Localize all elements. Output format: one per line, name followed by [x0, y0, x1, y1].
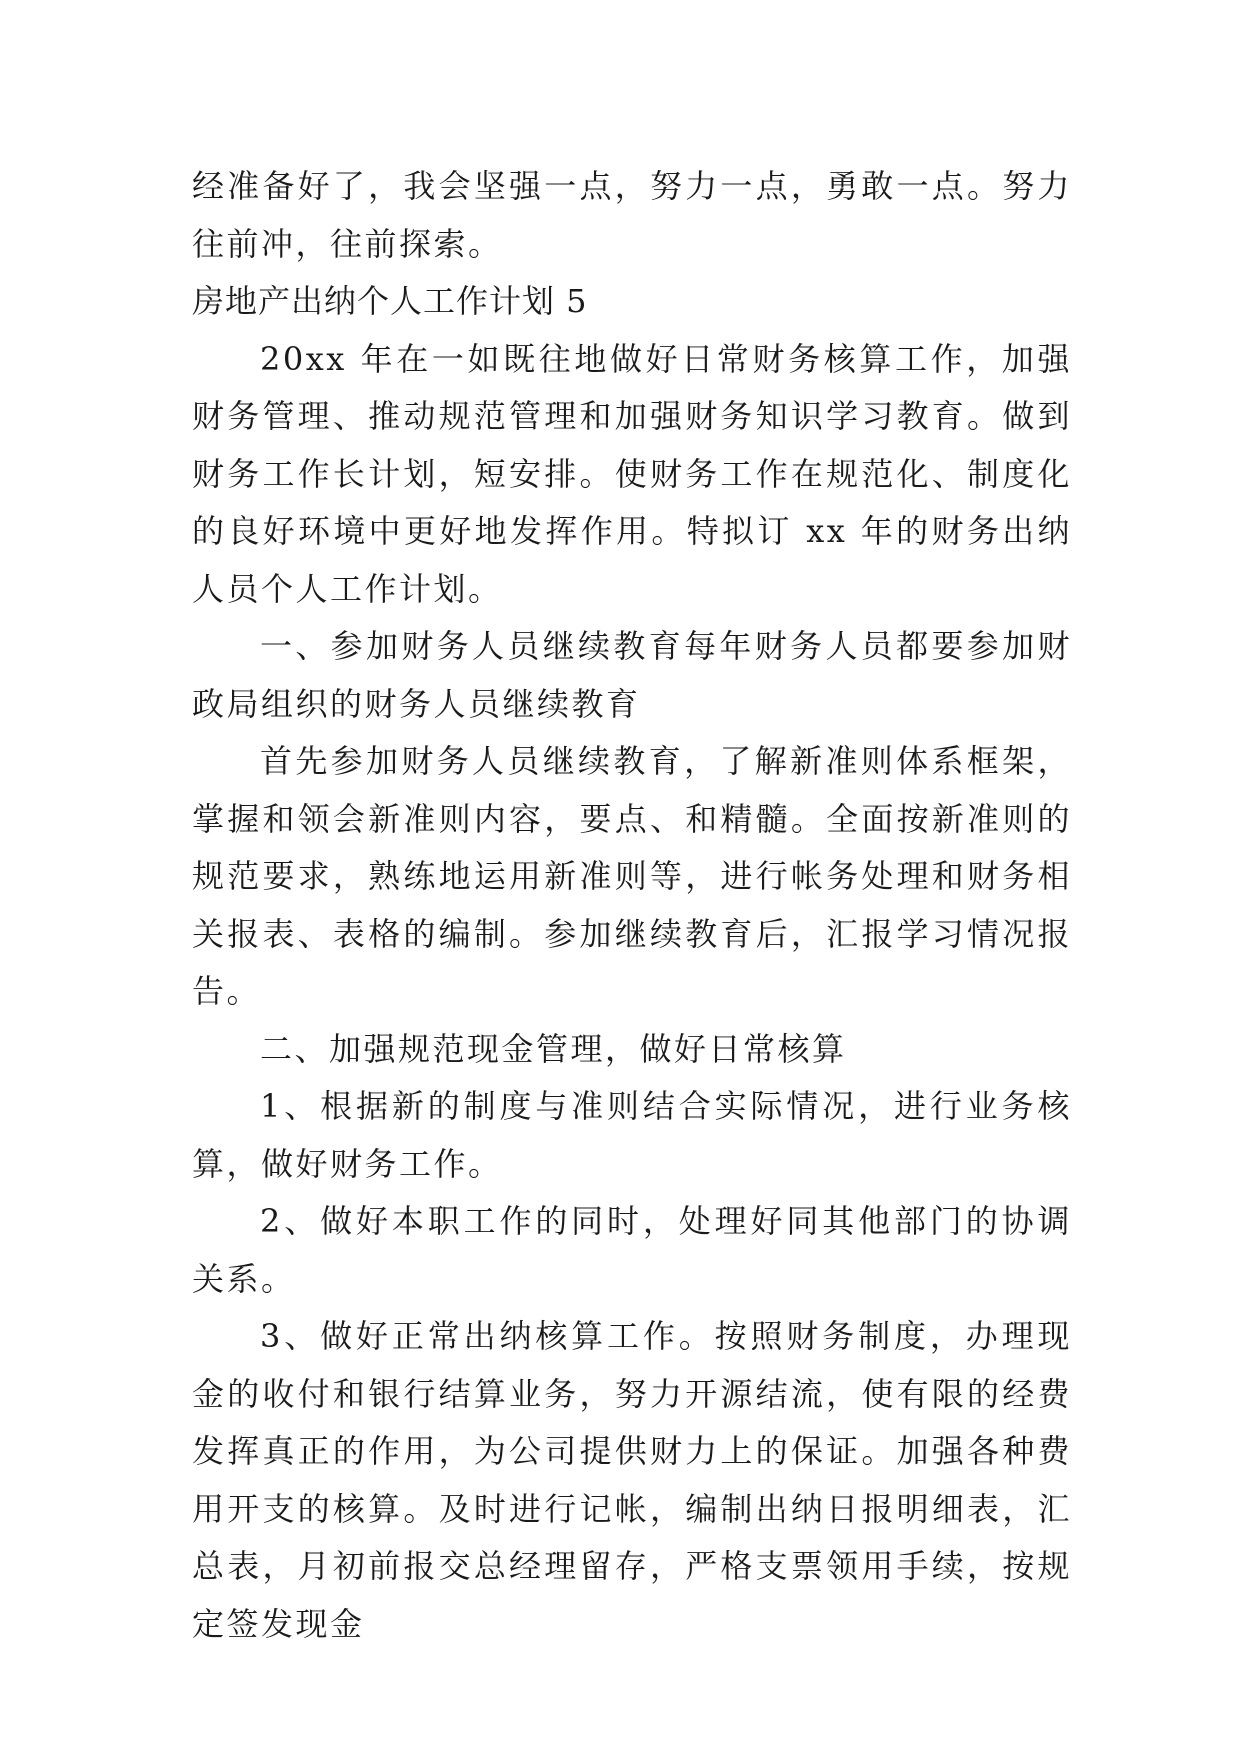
point-1-title: 一、参加财务人员继续教育每年财务人员都要参加财政局组织的财务人员继续教育 — [192, 627, 1072, 723]
document-body — [192, 158, 1072, 1653]
point-1-body: 首先参加财务人员继续教育，了解新准则体系框架，掌握和领会新准则内容，要点、和精髓。全面按新准则的规范要求，熟练地运用新准则等，进行帐务处理和财务相关报表、表格的编制。参加继续教育后，汇报学习情况报告。 — [192, 742, 1072, 1010]
point-2-item-3: 3、做好正常出纳核算工作。按照财务制度，办理现金的收付和银行结算业务，努力开源结流，使有限的经费发挥真正的作用，为公司提供财力上的保证。加强各种费用开支的核算。及时进行记帐，编制出纳日报明细表，汇总表，月初前报交总经理留存，严格支票领用手续，按规定签发现金 — [192, 1317, 1072, 1643]
section-title: 房地产出纳个人工作计划 5 — [192, 282, 588, 320]
paragraph-intro: 20xx 年在一如既往地做好日常财务核算工作，加强财务管理、推动规范管理和加强财务知识学习教育。做到财务工作长计划，短安排。使财务工作在规范化、制度化的良好环境中更好地发挥作用。特拟订 xx 年的财务出纳人员个人工作计划。 — [192, 339, 1072, 608]
point-2-title: 二、加强规范现金管理，做好日常核算 — [260, 1029, 847, 1068]
point-2-item-2: 2、做好本职工作的同时，处理好同其他部门的协调关系。 — [192, 1202, 1072, 1298]
paragraph-continuation: 经准备好了，我会坚强一点，努力一点，勇敢一点。努力往前冲，往前探索。 — [192, 167, 1072, 263]
point-2-item-1: 1、根据新的制度与准则结合实际情况，进行业务核算，做好财务工作。 — [192, 1087, 1072, 1183]
